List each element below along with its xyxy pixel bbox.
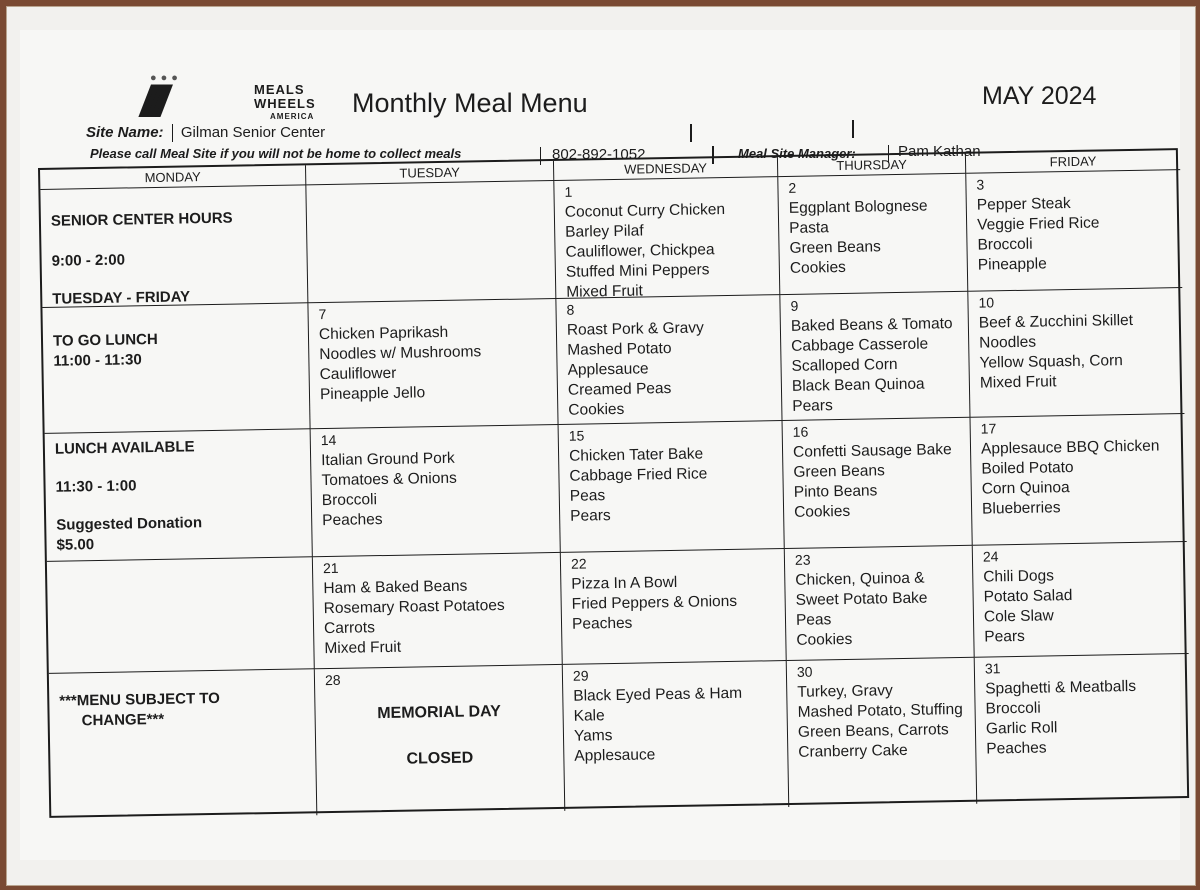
menu-item: Peas <box>795 611 832 629</box>
day-cell <box>966 170 1182 292</box>
day-header-thursday: THURSDAY <box>778 154 966 177</box>
divider <box>172 124 173 142</box>
meals-on-wheels-logo <box>140 72 340 128</box>
day-number: 30 <box>796 663 813 680</box>
menu-item: Garlic Roll <box>985 719 1058 738</box>
menu-item: Beef & Zucchini Skillet <box>978 311 1134 332</box>
menu-item: Peaches <box>986 739 1047 758</box>
menu-item: Black Bean Quinoa <box>791 375 925 395</box>
menu-item: Mashed Potato, Stuffing <box>797 700 963 721</box>
day-cell <box>975 654 1192 804</box>
menu-item: Kale <box>573 707 605 725</box>
menu-item: Ham & Baked Beans <box>323 577 468 598</box>
day-cell <box>785 546 975 661</box>
day-cell <box>968 288 1184 418</box>
menu-item: Pinto Beans <box>793 482 878 501</box>
logo-word-meals: MEALS <box>254 82 305 97</box>
menu-item: Roast Pork & Gravy <box>566 319 705 339</box>
day-number: 16 <box>792 423 809 440</box>
menu-item: Broccoli <box>985 699 1041 718</box>
menu-item: Cauliflower <box>319 364 397 384</box>
logo-word-wheels: WHEELS <box>254 96 316 111</box>
day-header-friday: FRIDAY <box>966 150 1180 174</box>
menu-item: Creamed Peas <box>567 379 672 399</box>
menu-item: Scalloped Corn <box>791 356 898 375</box>
menu-item: Mixed Fruit <box>979 373 1057 392</box>
day-number: 28 <box>324 671 341 689</box>
day-cell <box>554 177 780 299</box>
menu-item: Pears <box>570 507 611 525</box>
site-name-label: Site Name: <box>86 124 164 141</box>
monday-note-togo <box>42 303 310 434</box>
menu-item: Pineapple <box>977 255 1047 274</box>
menu-item: Sweet Potato Bake <box>795 589 928 609</box>
menu-item: Pepper Steak <box>976 194 1071 214</box>
togo-title: TO GO LUNCH <box>52 330 158 350</box>
call-note: Please call Meal Site if you will not be home to collect meals <box>90 146 462 161</box>
menu-item: Cabbage Casserole <box>791 335 929 355</box>
menu-item: Green Beans <box>789 238 881 257</box>
logo-mark: ///// <box>140 77 162 126</box>
phone-number: 802-892-1052 <box>552 146 646 163</box>
menu-item: Veggie Fried Rice <box>976 214 1100 234</box>
donation-amount: $5.00 <box>56 536 95 554</box>
menu-item: Cookies <box>568 400 625 419</box>
menu-item: Peas <box>569 487 606 505</box>
menu-item: Peaches <box>571 614 633 633</box>
monday-note-hours <box>40 185 308 308</box>
menu-item: Chicken Tater Bake <box>568 445 704 465</box>
monday-empty-cell <box>47 557 315 674</box>
menu-item: Cookies <box>789 258 847 277</box>
day-header-monday: MONDAY <box>40 165 306 190</box>
day-number: 3 <box>976 176 985 193</box>
day-cell <box>556 295 782 425</box>
menu-item: Applesauce <box>574 746 656 765</box>
menu-item: Baked Beans & Tomato <box>790 315 953 335</box>
day-number: 1 <box>564 183 573 200</box>
menu-item: Italian Ground Pork <box>321 449 455 470</box>
day-cell <box>313 553 563 669</box>
day-number: 2 <box>788 179 797 196</box>
day-number: 31 <box>984 660 1001 677</box>
closed-label: CLOSED <box>406 749 474 768</box>
donation-label: Suggested Donation <box>56 514 203 534</box>
menu-item: Corn Quinoa <box>981 479 1070 498</box>
monday-note-lunch <box>45 429 313 562</box>
divider <box>852 120 854 138</box>
menu-item: Pineapple Jello <box>319 384 426 404</box>
change-line-2: CHANGE*** <box>81 710 165 730</box>
logo-word-america: AMERICA <box>270 112 315 121</box>
page-title: Monthly Meal Menu <box>352 88 588 118</box>
menu-item: Tomatoes & Onions <box>321 469 457 490</box>
menu-item: Boiled Potato <box>981 458 1074 478</box>
day-cell <box>563 661 790 811</box>
day-cell <box>783 418 973 549</box>
day-number: 21 <box>322 559 339 577</box>
day-number: 8 <box>566 301 575 318</box>
day-cell <box>973 542 1189 658</box>
menu-item: Broccoli <box>321 491 378 510</box>
day-cell <box>971 414 1187 546</box>
menu-item: Barley Pilaf <box>565 222 644 241</box>
menu-item: Spaghetti & Meatballs <box>985 677 1137 698</box>
hours-days: TUESDAY - FRIDAY <box>52 288 191 308</box>
day-number: 17 <box>980 420 997 437</box>
togo-time: 11:00 - 11:30 <box>53 351 142 370</box>
day-header-wednesday: WEDNESDAY <box>554 157 778 181</box>
menu-item: Rosemary Roast Potatoes <box>323 596 505 618</box>
day-number: 22 <box>570 555 587 572</box>
menu-item: Stuffed Mini Peppers <box>565 261 710 281</box>
menu-item: Pears <box>984 627 1025 646</box>
menu-item: Carrots <box>323 619 376 638</box>
menu-item: Pizza In A Bowl <box>571 573 678 593</box>
menu-item: Turkey, Gravy <box>797 682 894 701</box>
hours-title: SENIOR CENTER HOURS <box>50 209 233 230</box>
lunch-title: LUNCH AVAILABLE <box>54 438 195 458</box>
menu-item: Cabbage Fried Rice <box>569 465 708 485</box>
day-cell <box>787 658 978 807</box>
menu-item: Noodles <box>979 333 1037 352</box>
menu-item: Eggplant Bolognese <box>788 197 928 217</box>
hours-time: 9:00 - 2:00 <box>51 251 126 270</box>
menu-item: Chicken, Quinoa & <box>795 569 925 589</box>
month-label: MAY 2024 <box>982 82 1097 110</box>
menu-item: Yellow Squash, Corn <box>979 352 1124 372</box>
menu-item: Pears <box>792 397 833 415</box>
day-number: 9 <box>790 297 799 314</box>
menu-item: Black Eyed Peas & Ham <box>573 684 743 705</box>
menu-item: Cole Slaw <box>983 607 1054 626</box>
day-cell <box>308 299 558 429</box>
day-cell <box>778 174 968 295</box>
manager-name: Pam Kathan <box>898 143 981 160</box>
change-line-1: ***MENU SUBJECT TO <box>59 689 221 710</box>
day-cell <box>315 665 566 815</box>
menu-item: Yams <box>573 727 613 745</box>
lunch-time: 11:30 - 1:00 <box>55 477 137 496</box>
day-header-tuesday: TUESDAY <box>306 161 554 185</box>
day-cell <box>306 181 556 303</box>
menu-item: Noodles w/ Mushrooms <box>319 343 482 364</box>
menu-item: Chicken Paprikash <box>318 323 449 344</box>
site-name-value: Gilman Senior Center <box>180 124 326 141</box>
menu-item: Broccoli <box>977 235 1033 254</box>
memorial-day-label: MEMORIAL DAY <box>377 703 501 723</box>
menu-item: Green Beans <box>793 462 885 481</box>
day-number: 23 <box>794 551 811 568</box>
logo-dots: ●●● <box>150 72 182 84</box>
menu-item: Applesauce BBQ Chicken <box>980 437 1160 458</box>
day-number: 10 <box>978 294 995 311</box>
menu-item: Blueberries <box>981 499 1061 518</box>
menu-item: Green Beans, Carrots <box>797 721 949 741</box>
menu-item: Mashed Potato <box>567 339 672 359</box>
day-cell <box>559 421 785 553</box>
day-number: 24 <box>982 548 999 565</box>
menu-item: Confetti Sausage Bake <box>792 441 952 461</box>
day-number: 15 <box>568 427 585 444</box>
menu-item: Cookies <box>796 630 853 649</box>
menu-item: Mixed Fruit <box>566 282 644 301</box>
day-cell <box>311 425 561 557</box>
menu-item: Pasta <box>789 219 829 237</box>
menu-item: Chili Dogs <box>983 567 1055 586</box>
menu-item: Mixed Fruit <box>324 638 402 658</box>
day-cell <box>780 292 970 421</box>
day-number: 7 <box>318 305 327 323</box>
day-number: 14 <box>320 431 337 449</box>
menu-item: Peaches <box>322 511 383 530</box>
monday-note-change <box>49 669 318 820</box>
menu-item: Potato Salad <box>983 587 1073 606</box>
divider <box>690 124 692 142</box>
menu-item: Cranberry Cake <box>798 741 908 761</box>
manager-label: Meal Site Manager: <box>738 146 856 161</box>
menu-item: Fried Peppers & Onions <box>571 592 738 613</box>
day-cell <box>561 549 787 665</box>
menu-item: Cookies <box>793 502 851 521</box>
menu-item: Applesauce <box>567 360 649 379</box>
menu-item: Coconut Curry Chicken <box>564 201 726 221</box>
menu-item: Cauliflower, Chickpea <box>565 241 715 261</box>
menu-calendar-grid <box>38 148 1189 818</box>
day-number: 29 <box>572 667 589 684</box>
